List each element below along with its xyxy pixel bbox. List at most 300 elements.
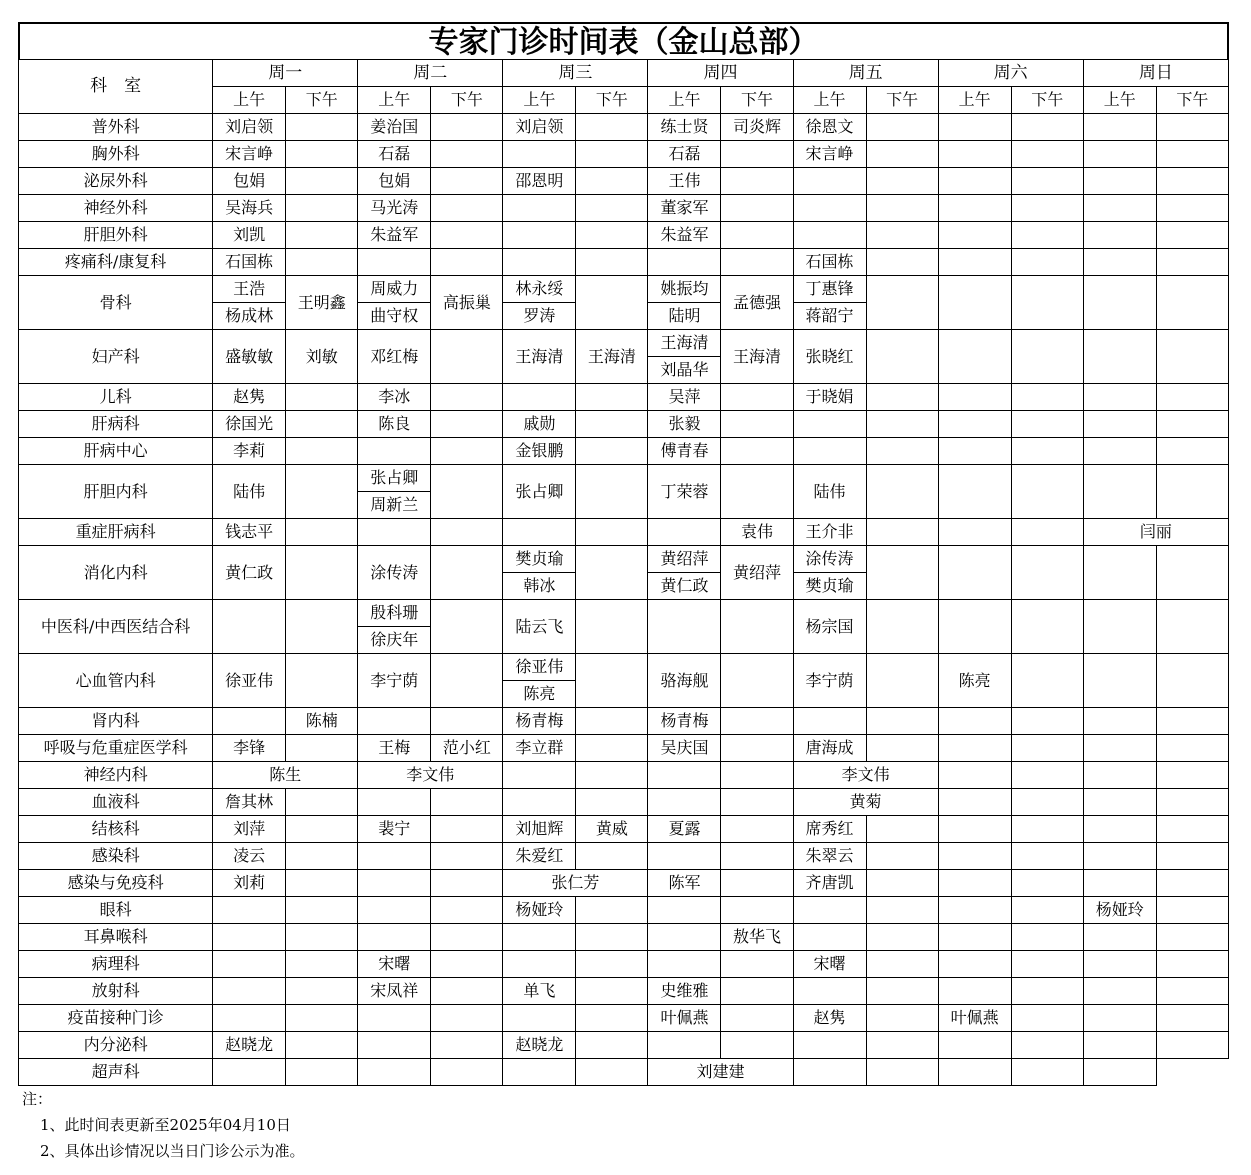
doctor-cell: 张晓红 xyxy=(793,330,866,384)
doctor-cell xyxy=(576,843,648,870)
doctor-cell xyxy=(1011,114,1083,141)
doctor-cell: 丁荣蓉 xyxy=(648,465,721,519)
doctor-cell: 黄仁政 xyxy=(213,546,286,600)
doctor-cell xyxy=(866,114,938,141)
doctor-cell xyxy=(358,897,431,924)
doctor-cell xyxy=(1083,222,1156,249)
split-cell xyxy=(503,276,575,329)
doctor-cell xyxy=(866,519,938,546)
doctor-cell xyxy=(721,1032,793,1059)
doctor-cell xyxy=(286,438,358,465)
doctor-cell: 李莉 xyxy=(213,438,286,465)
doctor-cell: 朱益军 xyxy=(358,222,431,249)
doctor-cell: 司炎辉 xyxy=(721,114,793,141)
header-row-days xyxy=(19,60,1229,87)
doctor-cell xyxy=(1156,276,1228,330)
doctor-cell: 杨娅玲 xyxy=(1083,897,1156,924)
doctor-cell xyxy=(938,249,1011,276)
doctor-cell xyxy=(431,1032,503,1059)
doctor-cell: 刘莉 xyxy=(213,870,286,897)
doctor-cell xyxy=(431,897,503,924)
doctor-cell xyxy=(286,519,358,546)
doctor-cell xyxy=(431,816,503,843)
doctor-cell xyxy=(866,654,938,708)
doctor-cell xyxy=(793,978,866,1005)
day-header: 周一 xyxy=(213,60,358,87)
doctor-cell xyxy=(648,600,721,654)
doctor-cell xyxy=(358,1059,431,1086)
doctor-cell xyxy=(866,897,938,924)
doctor-cell xyxy=(1156,600,1228,654)
doctor-cell xyxy=(1011,141,1083,168)
doctor-cell xyxy=(213,708,286,735)
doctor-cell: 石国栋 xyxy=(213,249,286,276)
doctor-cell xyxy=(1011,978,1083,1005)
doctor-cell xyxy=(721,654,793,708)
dept-name: 重症肝病科 xyxy=(19,519,213,546)
doctor-cell xyxy=(866,843,938,870)
doctor-cell xyxy=(431,924,503,951)
doctor-cell xyxy=(1156,897,1228,924)
doctor-cell: 涂传涛 xyxy=(358,546,431,600)
doctor-cell: 王梅 xyxy=(358,735,431,762)
doctor-cell xyxy=(1083,411,1156,438)
doctor-cell xyxy=(793,897,866,924)
schedule-table xyxy=(18,59,1229,1086)
doctor-cell: 骆海舰 xyxy=(648,654,721,708)
doctor-cell xyxy=(1083,1032,1156,1059)
doctor-cell xyxy=(286,789,358,816)
dept-name: 儿科 xyxy=(19,384,213,411)
doctor-cell xyxy=(1083,141,1156,168)
doctor-cell: 唐海成 xyxy=(793,735,866,762)
doctor-cell xyxy=(213,897,286,924)
split-cell xyxy=(503,654,575,707)
doctor-cell: 杨娅玲 xyxy=(503,897,576,924)
doctor-cell: 张毅 xyxy=(648,411,721,438)
dept-name: 消化内科 xyxy=(19,546,213,600)
doctor-cell xyxy=(1156,708,1228,735)
doctor-cell: 董家军 xyxy=(648,195,721,222)
doctor-cell: 杨青梅 xyxy=(648,708,721,735)
table-row xyxy=(19,924,1229,951)
doctor-cell: 袁伟 xyxy=(721,519,793,546)
doctor-cell: 包娟 xyxy=(358,168,431,195)
doctor-cell: 李文伟 xyxy=(793,762,938,789)
doctor-cell xyxy=(213,978,286,1005)
split-cell xyxy=(794,546,866,599)
doctor-cell xyxy=(1156,465,1228,519)
doctor-cell xyxy=(503,654,576,708)
doctor-cell xyxy=(866,330,938,384)
dept-name: 骨科 xyxy=(19,276,213,330)
doctor-cell xyxy=(721,951,793,978)
doctor-cell xyxy=(576,1032,648,1059)
doctor-cell xyxy=(576,519,648,546)
doctor-cell xyxy=(1156,924,1228,951)
doctor-cell xyxy=(648,924,721,951)
doctor-cell: 齐唐凯 xyxy=(793,870,866,897)
doctor-cell: 叶佩燕 xyxy=(938,1005,1011,1032)
doctor-cell: 刘旭辉 xyxy=(503,816,576,843)
doctor-cell: 王海清 xyxy=(503,330,576,384)
doctor-cell xyxy=(721,843,793,870)
dept-name: 神经内科 xyxy=(19,762,213,789)
doctor-cell xyxy=(1156,249,1228,276)
doctor-cell xyxy=(1083,384,1156,411)
dept-name: 感染与免疫科 xyxy=(19,870,213,897)
doctor-name: 周新兰 xyxy=(358,491,430,518)
doctor-cell xyxy=(1156,870,1228,897)
doctor-cell xyxy=(721,816,793,843)
doctor-cell xyxy=(431,114,503,141)
doctor-cell xyxy=(576,762,648,789)
doctor-cell xyxy=(1083,114,1156,141)
doctor-cell xyxy=(286,546,358,600)
doctor-cell xyxy=(1011,465,1083,519)
doctor-cell xyxy=(866,951,938,978)
doctor-cell xyxy=(866,1005,938,1032)
doctor-cell xyxy=(213,1059,286,1086)
doctor-cell xyxy=(286,951,358,978)
doctor-cell xyxy=(938,924,1011,951)
doctor-cell: 黄威 xyxy=(576,816,648,843)
doctor-cell xyxy=(648,546,721,600)
doctor-cell xyxy=(1156,762,1228,789)
doctor-cell xyxy=(938,168,1011,195)
table-row xyxy=(19,546,1229,600)
doctor-cell xyxy=(938,114,1011,141)
doctor-cell: 高振巢 xyxy=(431,276,503,330)
doctor-cell xyxy=(938,141,1011,168)
doctor-cell xyxy=(576,465,648,519)
page-title: 专家门诊时间表（金山总部） xyxy=(18,22,1229,59)
doctor-cell xyxy=(866,276,938,330)
doctor-cell: 赵隽 xyxy=(213,384,286,411)
doctor-cell: 黄绍萍 xyxy=(721,546,793,600)
doctor-cell xyxy=(576,654,648,708)
doctor-cell xyxy=(721,465,793,519)
doctor-cell xyxy=(1156,978,1228,1005)
doctor-cell xyxy=(866,546,938,600)
dept-name: 感染科 xyxy=(19,843,213,870)
doctor-cell: 杨宗国 xyxy=(793,600,866,654)
doctor-cell: 闫丽 xyxy=(1083,519,1228,546)
split-cell xyxy=(503,546,575,599)
doctor-cell xyxy=(938,222,1011,249)
doctor-cell xyxy=(938,951,1011,978)
doctor-cell xyxy=(1011,924,1083,951)
doctor-cell xyxy=(938,438,1011,465)
split-cell xyxy=(648,546,720,599)
notes xyxy=(22,1086,305,1164)
doctor-cell: 夏露 xyxy=(648,816,721,843)
doctor-cell: 黄菊 xyxy=(793,789,938,816)
doctor-cell xyxy=(358,600,431,654)
table-row xyxy=(19,789,1229,816)
doctor-cell xyxy=(213,276,286,330)
doctor-cell xyxy=(1083,168,1156,195)
dept-name: 普外科 xyxy=(19,114,213,141)
doctor-name: 周威力 xyxy=(370,279,419,298)
doctor-cell xyxy=(286,465,358,519)
doctor-cell xyxy=(358,789,431,816)
doctor-cell xyxy=(286,168,358,195)
table-row xyxy=(19,708,1229,735)
doctor-cell: 张仁芳 xyxy=(503,870,648,897)
doctor-cell xyxy=(648,330,721,384)
doctor-cell xyxy=(721,411,793,438)
dept-name: 放射科 xyxy=(19,978,213,1005)
dept-name: 病理科 xyxy=(19,951,213,978)
doctor-cell: 宋曙 xyxy=(793,951,866,978)
table-row xyxy=(19,600,1229,654)
doctor-cell xyxy=(721,222,793,249)
doctor-cell xyxy=(721,141,793,168)
table-row xyxy=(19,330,1229,384)
doctor-cell xyxy=(358,276,431,330)
doctor-cell: 刘凯 xyxy=(213,222,286,249)
doctor-cell xyxy=(1011,1059,1083,1086)
doctor-cell xyxy=(431,249,503,276)
table-row xyxy=(19,870,1229,897)
doctor-cell xyxy=(1011,843,1083,870)
doctor-cell xyxy=(576,924,648,951)
doctor-cell xyxy=(721,870,793,897)
doctor-cell: 刘启领 xyxy=(503,114,576,141)
doctor-name: 徐庆年 xyxy=(358,626,430,653)
table-row xyxy=(19,951,1229,978)
table-row xyxy=(19,519,1229,546)
doctor-cell xyxy=(866,1032,938,1059)
dept-name: 肝胆内科 xyxy=(19,465,213,519)
doctor-cell xyxy=(1011,1032,1083,1059)
doctor-cell xyxy=(721,708,793,735)
doctor-cell xyxy=(1011,951,1083,978)
dept-column-header: 科 室 xyxy=(19,60,213,114)
table-row xyxy=(19,249,1229,276)
doctor-cell xyxy=(431,789,503,816)
dept-name: 眼科 xyxy=(19,897,213,924)
doctor-cell xyxy=(1011,519,1083,546)
am-header: 上午 xyxy=(503,87,576,114)
doctor-cell xyxy=(1156,195,1228,222)
doctor-cell: 赵晓龙 xyxy=(503,1032,576,1059)
table-row xyxy=(19,1005,1229,1032)
doctor-name: 涂传涛 xyxy=(805,549,854,568)
table-row xyxy=(19,141,1229,168)
doctor-cell xyxy=(213,1005,286,1032)
split-cell xyxy=(213,276,285,329)
doctor-cell: 盛敏敏 xyxy=(213,330,286,384)
table-row xyxy=(19,762,1229,789)
doctor-cell xyxy=(576,168,648,195)
am-header: 上午 xyxy=(358,87,431,114)
doctor-cell xyxy=(431,168,503,195)
doctor-cell xyxy=(648,897,721,924)
doctor-cell xyxy=(431,1005,503,1032)
doctor-cell xyxy=(938,708,1011,735)
pm-header: 下午 xyxy=(576,87,648,114)
doctor-name: 樊贞瑜 xyxy=(515,549,564,568)
doctor-cell xyxy=(358,1032,431,1059)
doctor-cell xyxy=(1011,654,1083,708)
doctor-cell xyxy=(286,1032,358,1059)
doctor-cell: 陈军 xyxy=(648,870,721,897)
doctor-cell xyxy=(286,411,358,438)
doctor-cell xyxy=(866,438,938,465)
doctor-cell xyxy=(648,789,721,816)
doctor-cell xyxy=(793,924,866,951)
doctor-cell xyxy=(286,978,358,1005)
split-cell xyxy=(358,600,430,653)
doctor-cell xyxy=(1083,708,1156,735)
doctor-cell: 徐亚伟 xyxy=(213,654,286,708)
table-row xyxy=(19,411,1229,438)
day-header: 周四 xyxy=(648,60,793,87)
doctor-cell: 刘建建 xyxy=(648,1059,793,1086)
doctor-cell xyxy=(503,1059,576,1086)
doctor-name: 刘晶华 xyxy=(648,356,720,383)
doctor-cell xyxy=(721,897,793,924)
doctor-cell: 詹其林 xyxy=(213,789,286,816)
doctor-cell: 陈亮 xyxy=(938,654,1011,708)
pm-header: 下午 xyxy=(431,87,503,114)
doctor-cell xyxy=(503,195,576,222)
doctor-cell: 宋曙 xyxy=(358,951,431,978)
doctor-cell xyxy=(431,843,503,870)
doctor-cell xyxy=(1011,789,1083,816)
doctor-name: 林永绥 xyxy=(515,279,564,298)
doctor-cell: 包娟 xyxy=(213,168,286,195)
note-item: 2、具体出诊情况以当日门诊公示为准。 xyxy=(40,1142,305,1160)
doctor-cell xyxy=(648,951,721,978)
doctor-cell xyxy=(866,924,938,951)
doctor-cell xyxy=(1083,735,1156,762)
doctor-cell xyxy=(1083,195,1156,222)
doctor-cell xyxy=(286,924,358,951)
doctor-cell xyxy=(576,546,648,600)
doctor-cell: 王介非 xyxy=(793,519,866,546)
day-header: 周三 xyxy=(503,60,648,87)
doctor-cell xyxy=(721,168,793,195)
doctor-cell xyxy=(213,600,286,654)
table-row xyxy=(19,978,1229,1005)
dept-name: 妇产科 xyxy=(19,330,213,384)
doctor-cell xyxy=(1083,465,1156,519)
doctor-cell xyxy=(793,222,866,249)
doctor-cell xyxy=(648,519,721,546)
doctor-cell xyxy=(1083,600,1156,654)
note-item: 1、此时间表更新至2025年04月10日 xyxy=(40,1116,291,1134)
doctor-cell xyxy=(1156,438,1228,465)
doctor-cell: 宋言峥 xyxy=(213,141,286,168)
doctor-name: 姚振均 xyxy=(660,279,709,298)
doctor-cell xyxy=(431,1059,503,1086)
doctor-cell: 于晓娟 xyxy=(793,384,866,411)
doctor-cell xyxy=(866,978,938,1005)
dept-name: 呼吸与危重症医学科 xyxy=(19,735,213,762)
doctor-cell xyxy=(1011,438,1083,465)
doctor-cell xyxy=(793,1059,866,1086)
doctor-cell xyxy=(1156,411,1228,438)
dept-name: 疼痛科/康复科 xyxy=(19,249,213,276)
doctor-cell xyxy=(1011,222,1083,249)
doctor-cell xyxy=(1011,195,1083,222)
split-cell xyxy=(648,276,720,329)
table-row xyxy=(19,897,1229,924)
doctor-cell xyxy=(503,789,576,816)
doctor-cell xyxy=(866,249,938,276)
doctor-cell xyxy=(286,1059,358,1086)
doctor-cell: 范小红 xyxy=(431,735,503,762)
doctor-cell xyxy=(938,600,1011,654)
doctor-cell xyxy=(938,411,1011,438)
doctor-cell xyxy=(1011,249,1083,276)
doctor-cell xyxy=(1083,546,1156,600)
doctor-cell xyxy=(431,654,503,708)
pm-header: 下午 xyxy=(866,87,938,114)
doctor-cell xyxy=(1156,222,1228,249)
doctor-cell xyxy=(576,1005,648,1032)
doctor-cell xyxy=(503,924,576,951)
day-header: 周日 xyxy=(1083,60,1228,87)
doctor-name: 丁惠锋 xyxy=(805,279,854,298)
doctor-cell xyxy=(1156,816,1228,843)
doctor-cell: 史维雅 xyxy=(648,978,721,1005)
table-row xyxy=(19,384,1229,411)
doctor-cell xyxy=(576,195,648,222)
doctor-cell xyxy=(1083,762,1156,789)
am-header: 上午 xyxy=(793,87,866,114)
split-cell xyxy=(794,276,866,329)
doctor-cell: 刘启领 xyxy=(213,114,286,141)
doctor-cell xyxy=(286,843,358,870)
doctor-cell xyxy=(938,789,1011,816)
doctor-cell xyxy=(866,735,938,762)
doctor-cell xyxy=(576,249,648,276)
dept-name: 疫苗接种门诊 xyxy=(19,1005,213,1032)
dept-name: 肝病中心 xyxy=(19,438,213,465)
day-header: 周六 xyxy=(938,60,1083,87)
doctor-cell xyxy=(1011,384,1083,411)
dept-name: 肝胆外科 xyxy=(19,222,213,249)
dept-name: 神经外科 xyxy=(19,195,213,222)
doctor-cell xyxy=(431,708,503,735)
doctor-cell xyxy=(431,330,503,384)
doctor-cell xyxy=(213,924,286,951)
doctor-cell xyxy=(576,411,648,438)
doctor-cell xyxy=(1011,870,1083,897)
doctor-cell: 刘萍 xyxy=(213,816,286,843)
doctor-cell xyxy=(431,546,503,600)
day-header: 周五 xyxy=(793,60,938,87)
doctor-cell: 傅青春 xyxy=(648,438,721,465)
doctor-cell: 姜治国 xyxy=(358,114,431,141)
doctor-cell: 陆伟 xyxy=(793,465,866,519)
doctor-name: 王海清 xyxy=(660,333,709,352)
doctor-cell xyxy=(793,276,866,330)
doctor-cell xyxy=(286,816,358,843)
doctor-cell: 李宁荫 xyxy=(793,654,866,708)
doctor-cell xyxy=(431,465,503,519)
doctor-name: 黄仁政 xyxy=(648,572,720,599)
doctor-cell xyxy=(503,222,576,249)
am-header: 上午 xyxy=(648,87,721,114)
doctor-name: 韩冰 xyxy=(503,572,575,599)
doctor-cell xyxy=(286,870,358,897)
doctor-cell xyxy=(721,735,793,762)
